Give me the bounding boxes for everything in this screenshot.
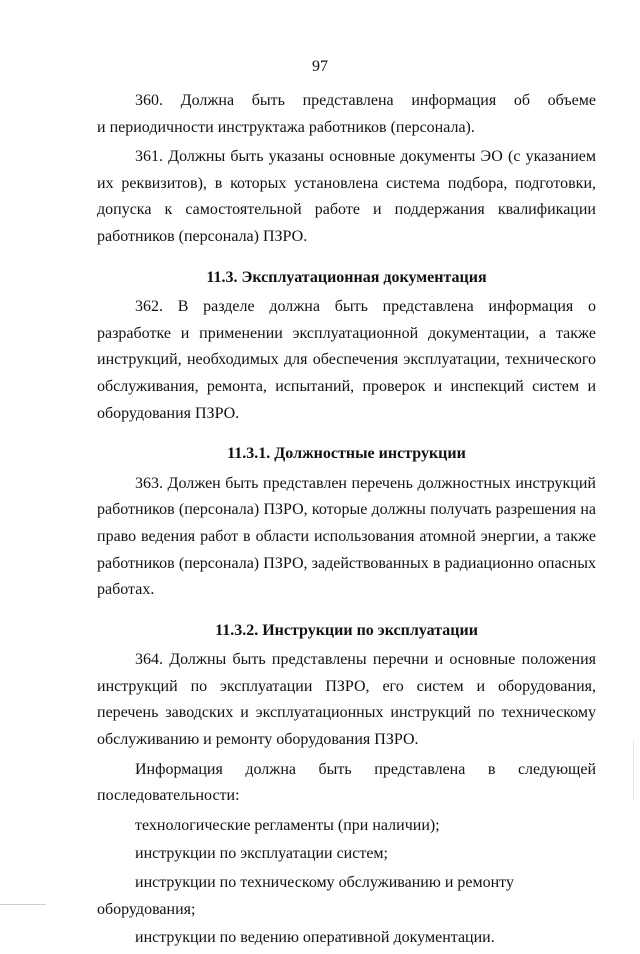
paragraph-sequence-intro <box>97 757 596 810</box>
paragraph-363: 363. Должен быть представлен перечень должностных инструкций работников (персонала) ПЗРО, которые должны получать разрешения на право ведения работ в области использования атомной энергии, а также работников (персонала) ПЗРО, задействованных в радиационно опасных работах. <box>97 474 596 599</box>
document-body <box>97 88 596 954</box>
sequence-intro-line-1: Информация должна быть представлена в следующей <box>135 760 596 778</box>
paragraph-360 <box>97 88 596 141</box>
section-heading-11-3-1: 11.3.1. Должностные инструкции <box>227 445 466 463</box>
page-number: 97 <box>312 58 328 75</box>
list-item: инструкции по ведению оперативной документации. <box>135 929 495 947</box>
section-heading-11-3-2: 11.3.2. Инструкции по эксплуатации <box>215 621 478 639</box>
paragraph-364: 364. Должны быть представлены перечни и основные положения инструкций по эксплуатации ПЗРО, его систем и оборудования, перечень заводских и эксплуатационных инструкций по техническому обслуживанию и ремонту оборудования ПЗРО. <box>97 651 596 749</box>
paragraph-361: 361. Должны быть указаны основные документы ЭО (с указанием их реквизитов), в которых установлена система подбора, подготовки, допуска к самостоятельной работе и поддержания квалификации работников (персонала) ПЗРО. <box>97 148 596 245</box>
list-item: инструкции по техническому обслуживанию и ремонту оборудования; <box>97 874 514 918</box>
paragraph-360-line-1: 360. Должна быть представлена информация об объеме <box>135 92 596 109</box>
scan-edge-mark <box>633 740 634 800</box>
paragraph-360-line-2: и периодичности инструктажа работников (персонала). <box>97 118 475 136</box>
list-item: инструкции по эксплуатации систем; <box>135 845 388 863</box>
section-heading-11-3: 11.3. Эксплуатационная документация <box>206 268 487 286</box>
list-item: технологические регламенты (при наличии); <box>135 816 440 834</box>
sequence-intro-line-2: последовательности: <box>97 787 240 805</box>
paragraph-362: 362. В разделе должна быть представлена информация о разработке и применении эксплуатационной документации, а также инструкций, необходимых для обеспечения эксплуатации, технического обслуживания, ремонта, испытаний, проверок и инспекций систем и оборудования ПЗРО. <box>97 298 596 422</box>
